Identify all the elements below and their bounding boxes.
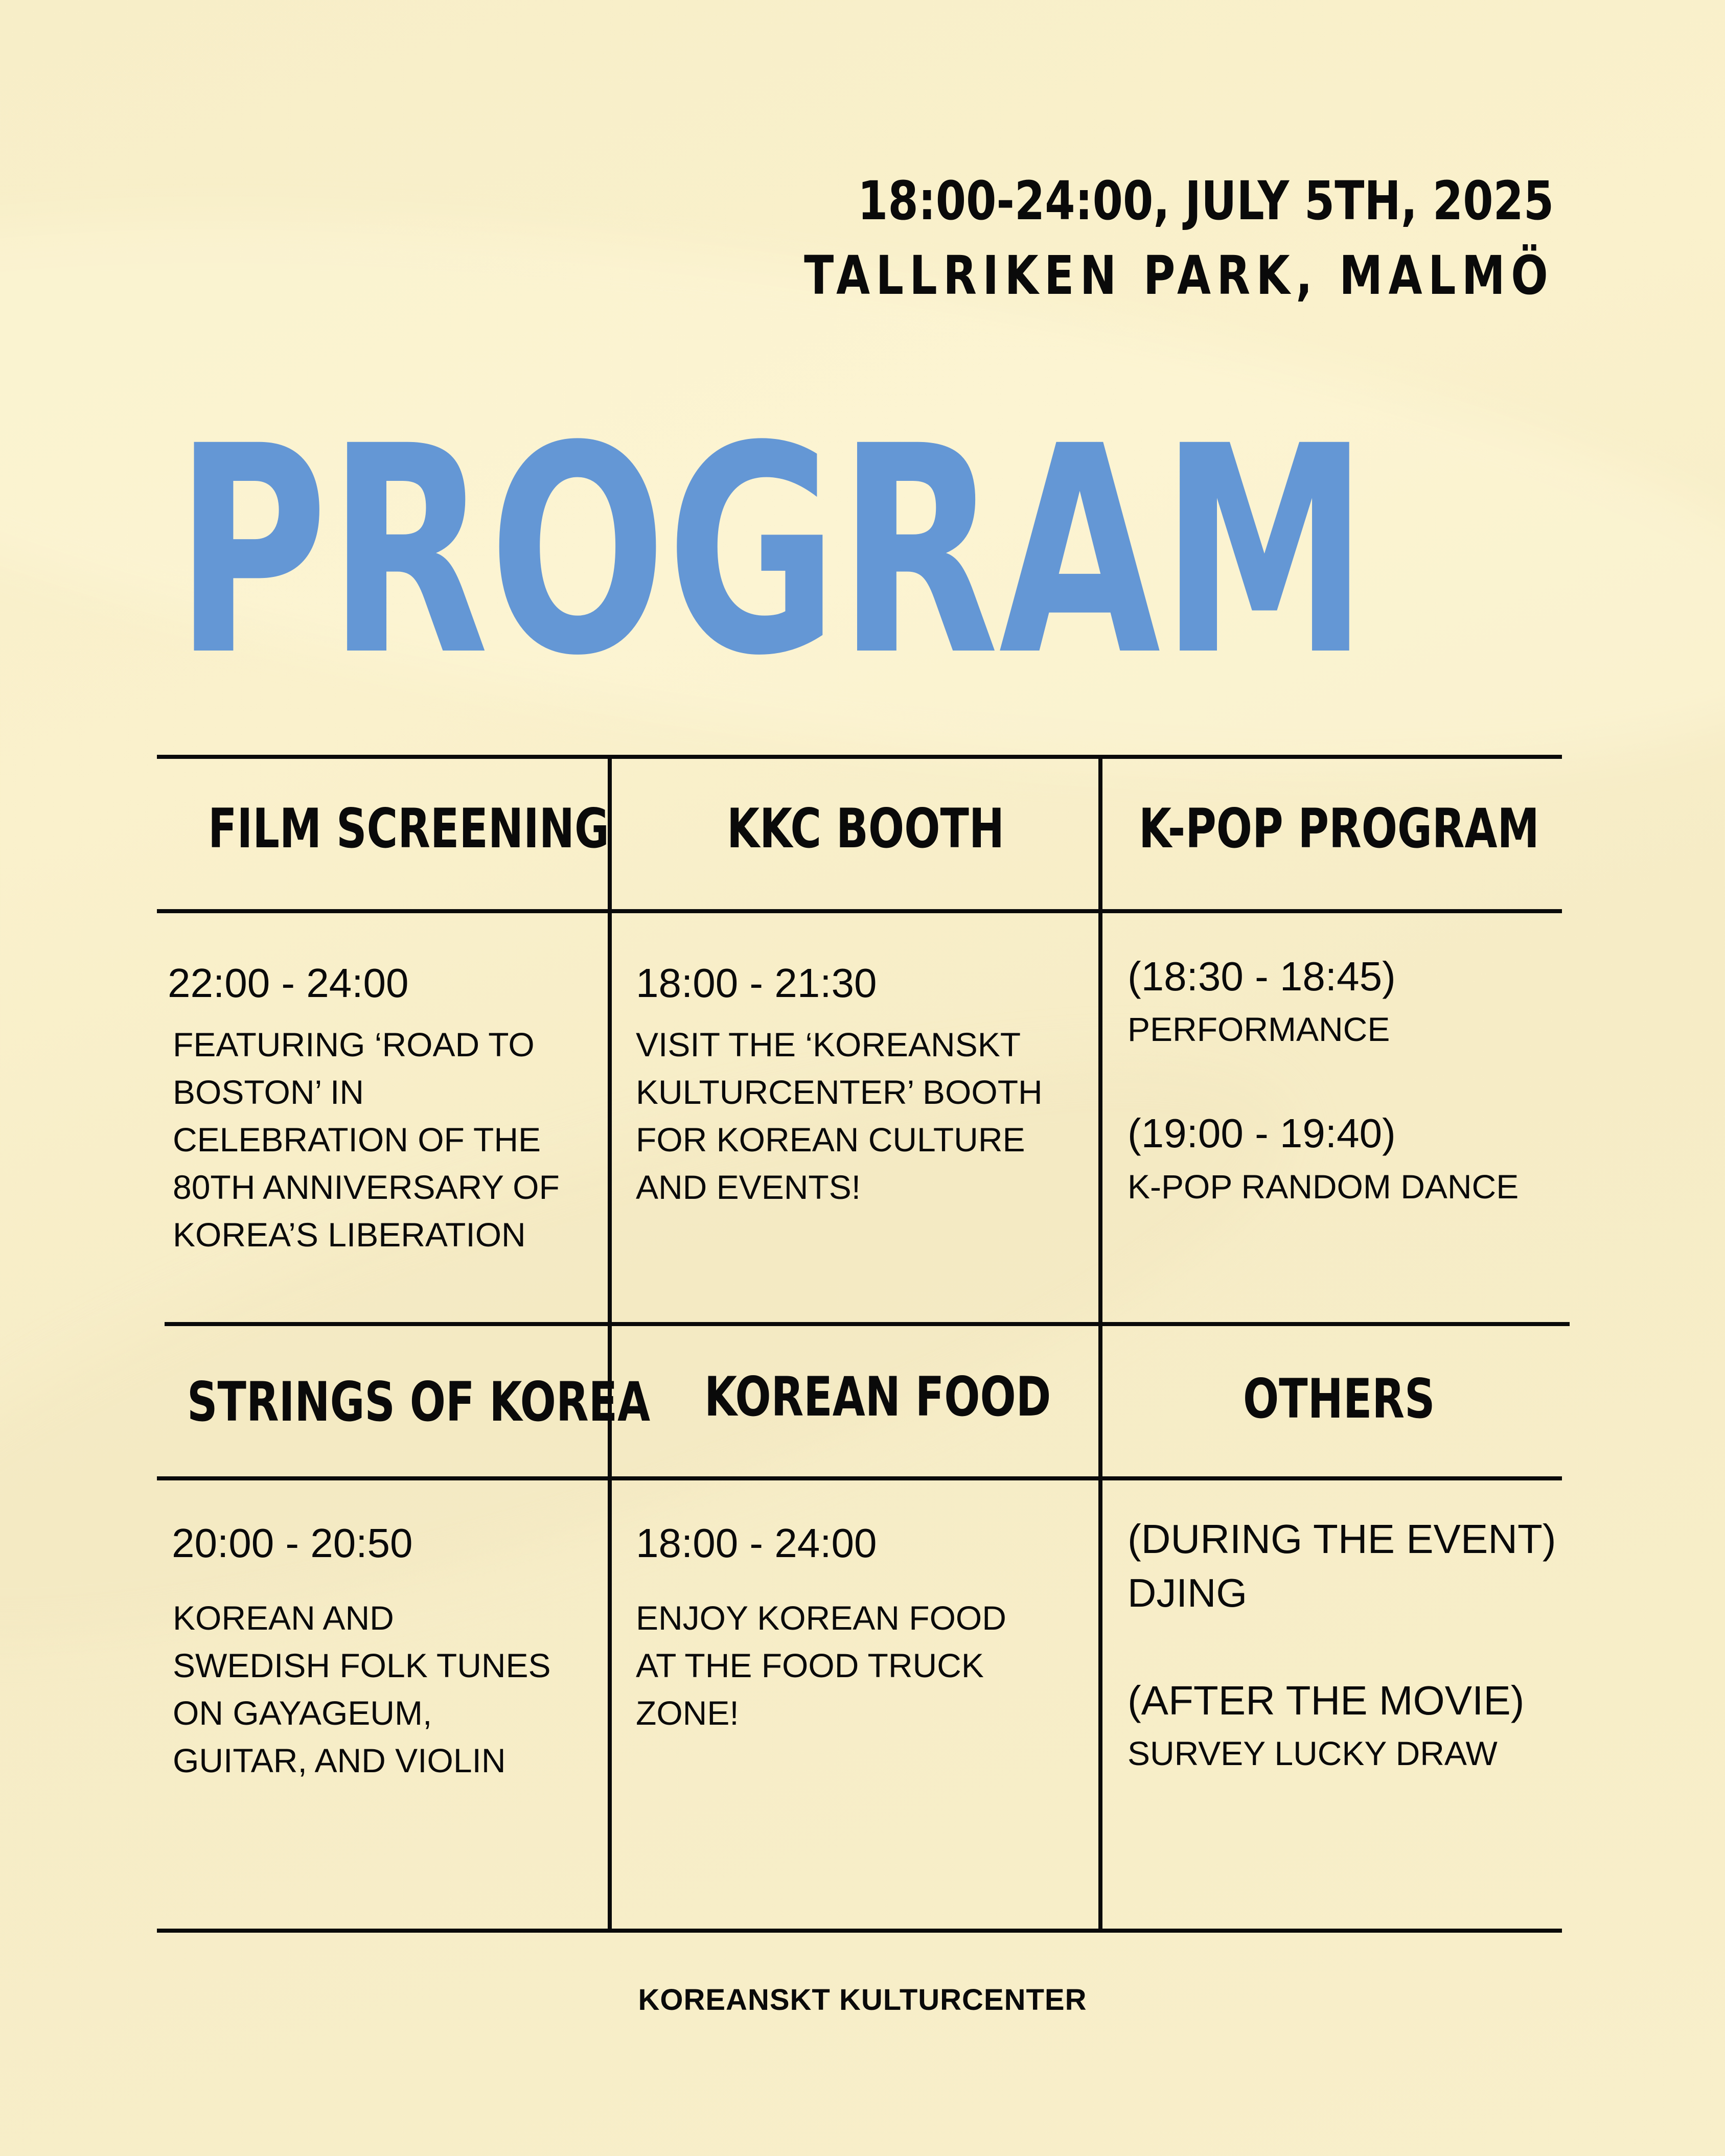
korean-food-time: 18:00 - 24:00 [636,1520,877,1566]
grid-line-head2 [157,1476,1562,1480]
kpop-performance-time: (18:30 - 18:45) [1128,954,1396,999]
kpop-program-heading: K-POP PROGRAM [1139,797,1539,860]
kkc-booth-description: VISIT THE ‘KOREANSKT KULTURCENTER’ BOOTH FOR KOREAN CULTURE AND EVENTS! [636,1026,1043,1206]
strings-of-korea-description: KOREAN AND SWEDISH FOLK TUNES ON GAYAGEUM, GUITAR, AND VIOLIN [173,1599,551,1779]
grid-line-top [157,755,1562,759]
page-title: PROGRAM [175,385,1369,718]
kkc-booth-time: 18:00 - 21:30 [636,960,877,1006]
others-djing-time: (DURING THE EVENT) [1128,1516,1556,1562]
others-lucky-draw-time: (AFTER THE MOVIE) [1128,1678,1525,1723]
kpop-dance-time: (19:00 - 19:40) [1128,1110,1396,1156]
grid-line-col2 [1098,755,1102,1933]
grid-line-col1 [608,755,612,1933]
film-screening-description: FEATURING ‘ROAD TO BOSTON’ IN CELEBRATION OF THE 80TH ANNIVERSARY OF KOREA’S LIBERATION [173,1026,560,1254]
film-screening-heading: FILM SCREENING [208,797,609,860]
event-date-time: 18:00-24:00, JULY 5TH, 2025 [857,170,1554,232]
others-djing-label: DJING [1128,1570,1247,1615]
grid-line-bottom [157,1929,1562,1933]
korean-food-heading: KOREAN FOOD [704,1365,1051,1428]
film-screening-time: 22:00 - 24:00 [168,960,409,1006]
others-lucky-draw-label: SURVEY LUCKY DRAW [1128,1734,1498,1772]
kpop-dance-label: K-POP RANDOM DANCE [1128,1168,1519,1205]
kkc-booth-heading: KKC BOOTH [727,797,1005,860]
strings-of-korea-time: 20:00 - 20:50 [172,1520,413,1566]
grid-line-middle [165,1322,1570,1326]
grid-line-head1 [157,909,1562,913]
korean-food-description: ENJOY KOREAN FOOD AT THE FOOD TRUCK ZONE! [636,1599,1006,1732]
others-heading: OTHERS [1243,1367,1435,1430]
kpop-performance-label: PERFORMANCE [1128,1010,1390,1048]
strings-of-korea-heading: STRINGS OF KOREA [187,1371,651,1433]
event-location: TALLRIKEN PARK, MALMÖ [803,244,1554,307]
organizer-footer: KOREANSKT KULTURCENTER [638,1983,1087,2016]
